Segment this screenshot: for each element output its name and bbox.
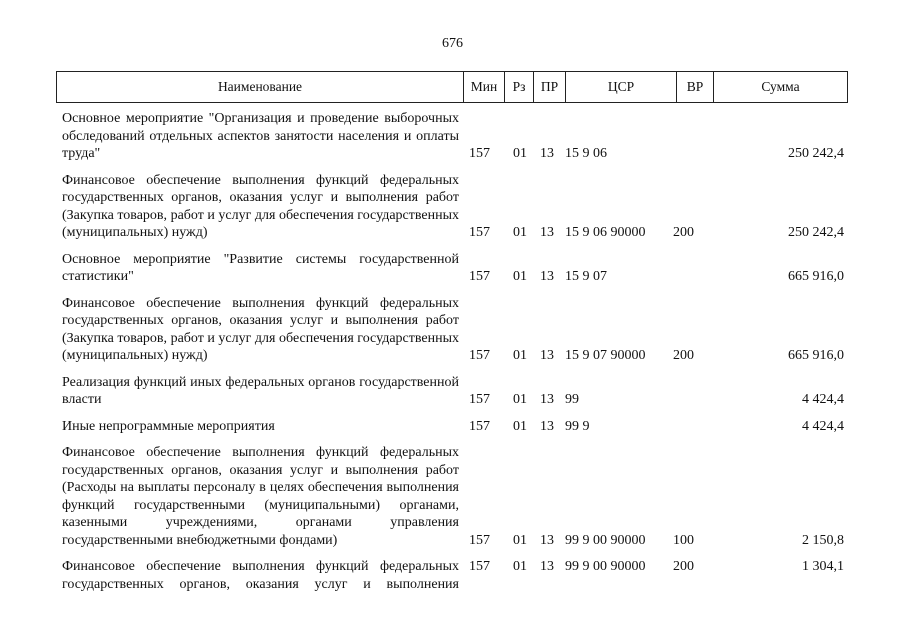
table-body (62, 110, 852, 602)
row-pr: 13 (540, 269, 554, 284)
table-row (62, 374, 852, 409)
row-csr: 15 9 06 (565, 146, 607, 161)
page-number: 676 (442, 36, 463, 51)
table-row (62, 444, 852, 549)
row-vr: 100 (673, 532, 694, 548)
row-sum: 4 424,4 (802, 392, 844, 407)
row-sum: 665 916,0 (788, 348, 844, 363)
row-name: Основное мероприятие "Организация и проведение выборочных обследований отдельных аспектов занятости населения и оплаты труда" (62, 111, 459, 161)
row-pr: 13 (540, 225, 554, 240)
table-row (62, 251, 852, 286)
row-name: Реализация функций иных федеральных органов государственной власти (62, 374, 459, 407)
row-csr: 99 9 00 90000 (565, 532, 646, 548)
header-pr: ПР (534, 72, 566, 102)
table-header (56, 71, 848, 103)
row-sum: 4 424,4 (802, 418, 844, 434)
row-csr: 15 9 06 90000 (565, 225, 646, 240)
row-rz: 01 (513, 225, 527, 240)
row-pr: 13 (540, 392, 554, 407)
row-rz: 01 (513, 418, 527, 434)
row-pr: 13 (540, 348, 554, 363)
row-min: 157 (469, 532, 490, 548)
row-min: 157 (469, 418, 490, 434)
row-rz: 01 (513, 559, 527, 574)
row-vr: 200 (673, 348, 694, 363)
header-name: Наименование (57, 72, 464, 102)
row-pr: 13 (540, 146, 554, 161)
row-vr: 200 (673, 559, 694, 574)
table-row (62, 295, 852, 365)
row-name: Финансовое обеспечение выполнения функций федеральных государственных органов, оказания услуг и выполнения (62, 559, 459, 592)
header-min: Мин (464, 72, 505, 102)
row-csr: 99 9 (565, 418, 590, 434)
header-csr: ЦСР (566, 72, 677, 102)
row-min: 157 (469, 225, 490, 240)
header-sum: Сумма (761, 79, 800, 94)
row-pr: 13 (540, 418, 554, 434)
table-row (62, 110, 852, 163)
row-rz: 01 (513, 348, 527, 363)
row-pr: 13 (540, 532, 554, 548)
row-rz: 01 (513, 392, 527, 407)
row-min: 157 (469, 392, 490, 407)
row-name: Иные непрограммные мероприятия (62, 418, 275, 434)
row-csr: 15 9 07 (565, 269, 607, 284)
row-vr: 200 (673, 225, 694, 240)
row-rz: 01 (513, 146, 527, 161)
row-sum: 1 304,1 (802, 559, 844, 574)
row-sum: 250 242,4 (788, 225, 844, 240)
row-sum: 2 150,8 (802, 532, 844, 548)
row-csr: 99 (565, 392, 579, 407)
row-csr: 15 9 07 90000 (565, 348, 646, 363)
table-row (62, 418, 852, 436)
table-row (62, 558, 852, 593)
row-rz: 01 (513, 269, 527, 284)
row-rz: 01 (513, 532, 527, 548)
header-vr: ВР (677, 72, 714, 102)
row-min: 157 (469, 269, 490, 284)
row-csr: 99 9 00 90000 (565, 559, 646, 574)
row-pr: 13 (540, 559, 554, 574)
row-name: Основное мероприятие "Развитие системы государственной статистики" (62, 251, 459, 284)
header-rz: Рз (505, 72, 534, 102)
row-sum: 665 916,0 (788, 269, 844, 284)
row-name: Финансовое обеспечение выполнения функций федеральных государственных органов, оказания услуг и выполнения работ (Расходы на выплаты персоналу в целях обеспечения выполнения функций государственными (муниципальными) органами, казенными учреждениями, органами управления государственными внебюджетными фондами) (62, 445, 459, 548)
row-min: 157 (469, 559, 490, 574)
table-row (62, 172, 852, 242)
row-min: 157 (469, 146, 490, 161)
row-name: Финансовое обеспечение выполнения функций федеральных государственных органов, оказания услуг и выполнения работ (Закупка товаров, работ и услуг для обеспечения государственных (муниципальных) нужд) (62, 295, 459, 363)
row-sum: 250 242,4 (788, 146, 844, 161)
row-name: Финансовое обеспечение выполнения функций федеральных государственных органов, оказания услуг и выполнения работ (Закупка товаров, работ и услуг для обеспечения государственных (муниципальных) нужд) (62, 172, 459, 240)
row-min: 157 (469, 348, 490, 363)
